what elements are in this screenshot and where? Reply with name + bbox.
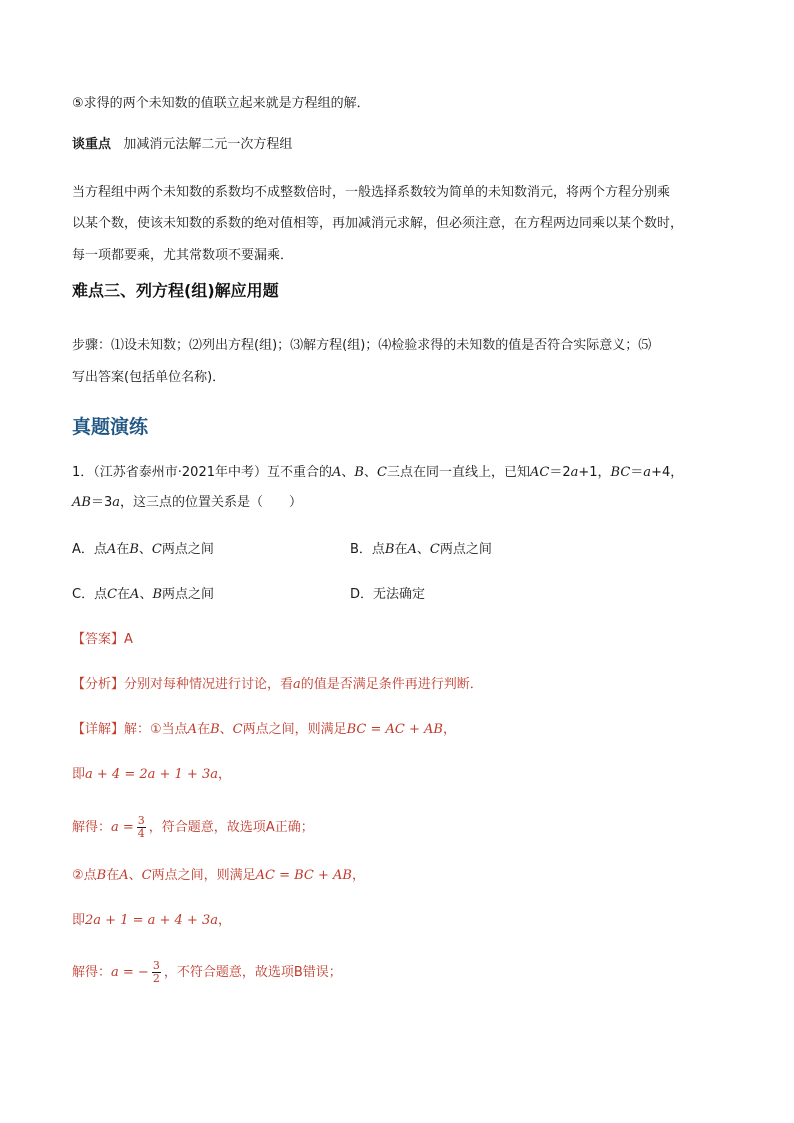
var: A [106,542,117,557]
option-B [350,540,492,560]
sep: 、 [219,722,233,737]
detail-text: 解得： [72,820,112,835]
punct: ， [351,868,365,883]
var: A [187,722,198,737]
var: B [96,868,107,883]
punct: ， [217,767,231,782]
question-number: 1． [72,465,94,480]
equation: 2a + 1 = a + 4 + 3a [85,913,218,928]
option-text: 两点之间 [439,542,492,557]
equation: a + 4 = 2a + 1 + 3a [85,767,218,782]
paragraph-line-2: 以某个数，使该未知数的系数的绝对值相等，再加减消元求解，但必须注意，在方程两边同乘以某个数时， [72,216,684,231]
var-a: a [643,465,652,480]
paragraph-line-3: 每一项都要乘，尤其常数项不要漏乘． [72,248,294,263]
sep: 、 [138,542,152,557]
answer-label: 【答案】 [72,632,125,647]
tan-zhongdian-heading [72,135,292,155]
detail-case2-line [72,866,365,886]
var: B [152,587,163,602]
steps-line-1: 步骤：⑴设未知数；⑵列出方程(组)；⑶解方程(组)；⑷检验求得的未知数的值是否符合实际意义；⑸ [72,338,652,353]
var-a: a [112,495,120,510]
var: A [119,868,129,883]
fraction [137,815,146,840]
sep: 、 [139,587,153,602]
detail-case1-line [72,720,456,740]
option-ref: B [293,965,303,980]
option-text: 在 [116,542,130,557]
var: C [107,587,118,602]
var: B [384,542,395,557]
question-text: 三点在同一直线上，已知 [386,465,530,480]
option-D: D．无法确定 [350,587,426,602]
var: B [210,722,220,737]
paragraph-line-1: 当方程组中两个未知数的系数均不成整数倍时，一般选择系数较为简单的未知数消元，将两个方程分别乘 [72,185,671,200]
detail-case1-ji-line [72,765,231,785]
var: C [232,722,243,737]
option-label: B．点 [350,542,385,557]
difficulty3-title: 难点三、列方程(组)解应用题 [72,281,279,300]
detail-label: 【详解】 [72,722,125,737]
equation: BC = AC + AB [346,722,443,737]
detail-text: 两点之间，则满足 [151,868,256,883]
question-text: ，这三点的位置关系是（ ） [120,495,303,510]
analysis-line [72,675,483,695]
var-A: A [332,465,342,480]
fraction-numerator: 3 [152,959,160,972]
var: A [130,587,140,602]
eq: ＝2 [549,465,571,480]
var: C [141,868,152,883]
option-text: 两点之间 [161,542,214,557]
equation: AC = BC + AB [255,868,352,883]
question-text: 互不重合的 [267,465,333,480]
detail-text: 两点之间，则满足 [242,722,347,737]
detail-text: ，符合题意，故选项 [148,820,266,835]
steps-line-2: 写出答案(包括单位名称)． [72,370,226,385]
detail-text: 解：①当点 [124,722,188,737]
detail-text: 即 [72,913,86,928]
sep: 、 [341,465,355,480]
sep: 、 [128,868,142,883]
detail-text: 错误； [302,965,342,980]
detail-case2-solution-line [72,960,342,985]
option-A [72,540,214,560]
detail-text: 即 [72,767,86,782]
eq: +1， [578,465,611,480]
step5-text: ⑤求得的两个未知数的值联立起来就是方程组的解． [72,96,370,111]
var-B: B [354,465,364,480]
detail-text: ②点 [72,868,97,883]
sep: 、 [416,542,430,557]
answer-line [72,630,133,650]
answer-value: A [124,632,133,647]
var-AB: AB [72,495,91,510]
equation: a = − [111,965,149,980]
eq: +4， [651,465,684,480]
punct: ， [217,913,231,928]
detail-text: 在 [197,722,211,737]
option-label: C．点 [72,587,108,602]
question-source: （江苏省泰州市·2021年中考） [93,465,267,480]
analysis-text: 的值是否满足条件再进行判断． [300,677,483,692]
var-a: a [293,677,301,692]
sep: 、 [363,465,377,480]
var: C [151,542,162,557]
analysis-label: 【分析】 [72,677,125,692]
detail-text: ，不符合题意，故选项 [163,965,294,980]
fraction-denominator: 4 [137,827,145,840]
detail-case2-ji-line [72,911,231,931]
question1-line-2 [72,493,302,513]
detail-text: 在 [106,868,120,883]
section-title: 真题演练 [72,416,149,438]
detail-text: 解得： [72,965,112,980]
question1-line-1 [72,463,683,483]
detail-case1-solution-line [72,815,314,840]
var-AC: AC [529,465,550,480]
var-a: a [570,465,579,480]
analysis-text: 分别对每种情况进行讨论，看 [124,677,294,692]
fraction-denominator: 2 [152,972,160,985]
var: C [429,542,440,557]
punct: ， [442,722,456,737]
var: A [407,542,417,557]
option-text: 在 [117,587,131,602]
eq: ＝ [630,465,644,480]
fraction [152,960,161,985]
detail-text: 正确； [274,820,314,835]
var-BC: BC [610,465,631,480]
option-label: A．点 [72,542,107,557]
option-C [72,585,214,605]
var-C: C [377,465,387,480]
option-text: 两点之间 [162,587,215,602]
fraction-numerator: 3 [137,814,145,827]
tan-zhongdian-label: 谈重点 [72,137,112,152]
equation: a = [111,820,134,835]
tan-zhongdian-title: 加减消元法解二元一次方程组 [123,137,293,152]
option-ref: A [265,820,275,835]
option-text: 在 [394,542,408,557]
eq: ＝3 [90,495,113,510]
var: B [129,542,139,557]
